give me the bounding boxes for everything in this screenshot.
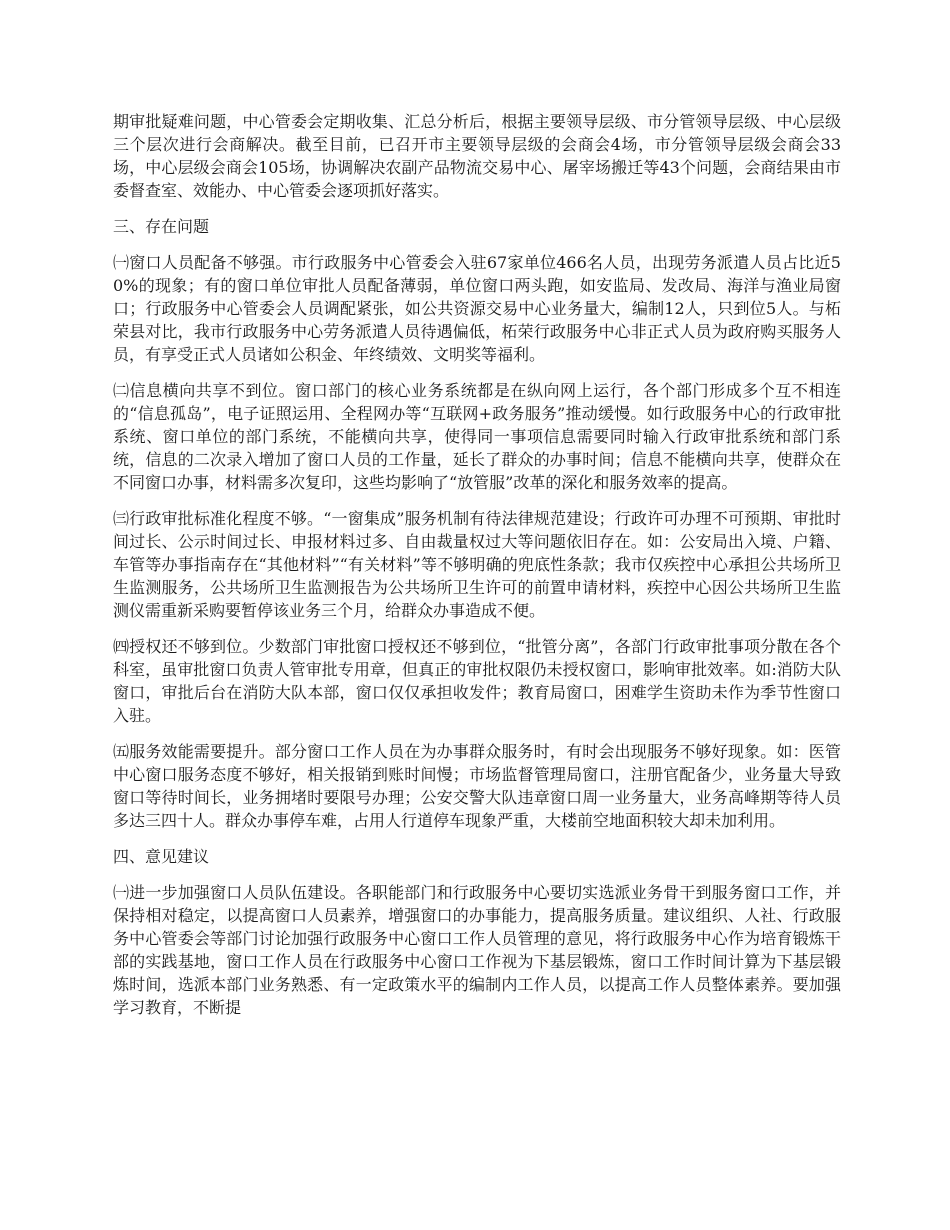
intro-paragraph: 期审批疑难问题，中心管委会定期收集、汇总分析后，根据主要领导层级、市分管领导层级、中心层级三个层次进行会商解决。截至目前，已召开市主要领导层级的会商会4场，市分管领导层级会商会33场，中心层级会商会105场，协调解决农副产品物流交易中心、屠宰场搬迁等43个问题，会商结果由市委督查室、效能办、中心管委会逐项抓好落实。 xyxy=(113,112,841,200)
problem-paragraph: ㈤服务效能需要提升。部分窗口工作人员在为办事群众服务时，有时会出现服务不够好现象。如：医管中心窗口服务态度不够好，相关报销到账时间慢；市场监督管理局窗口，注册官配备少，业务量大导致窗口等待时间长，业务拥堵时要限号办理；公安交警大队违章窗口周一业务量大，业务高峰期等待人员多达三四十人。群众办事停车难，占用人行道停车现象严重，大楼前空地面积较大却未加利用。 xyxy=(113,742,841,830)
problem-paragraph: ㈢行政审批标准化程度不够。“一窗集成”服务机制有待法律规范建设；行政许可办理不可预期、审批时间过长、公示时间过长、申报材料过多、自由裁量权过大等问题依旧存在。如：公安局出入境、户籍、车管等办事指南存在“其他材料”“有关材料”等不够明确的兜底性条款；我市仅疾控中心承担公共场所卫生监测服务，公共场所卫生监测报告为公共场所卫生许可的前置申请材料，疾控中心因公共场所卫生监测仪需重新采购要暂停该业务三个月，给群众办事造成不便。 xyxy=(113,509,841,620)
problem-paragraph: ㈡信息横向共享不到位。窗口部门的核心业务系统都是在纵向网上运行，各个部门形成多个互不相连的“信息孤岛”，电子证照运用、全程网办等“互联网+政务服务”推动缓慢。如行政服务中心的行政审批系统、窗口单位的部门系统，不能横向共享，使得同一事项信息需要同时输入行政审批系统和部门系统，信息的二次录入增加了窗口人员的工作量，延长了群众的办事时间；信息不能横向共享，使群众在不同窗口办事，材料需多次复印，这些均影响了“放管服”改革的深化和服务效率的提高。 xyxy=(113,381,841,492)
section-heading-problems: 三、存在问题 xyxy=(113,217,210,236)
problem-paragraph: ㈠窗口人员配备不够强。市行政服务中心管委会入驻67家单位466名人员，出现劳务派遣人员占比近50%的现象；有的窗口单位审批人员配备薄弱，单位窗口两头跑，如安监局、发改局、海洋与渔业局窗口；行政服务中心管委会人员调配紧张，如公共资源交易中心业务量大，编制12人，只到位5人。与柘荣县对比，我市行政服务中心劳务派遣人员待遇偏低，柘荣行政服务中心非正式人员为政府购买服务人员，有享受正式人员诸如公积金、年终绩效、文明奖等福利。 xyxy=(113,253,841,364)
document-page xyxy=(113,110,841,1032)
suggestion-paragraph: ㈠进一步加强窗口人员队伍建设。各职能部门和行政服务中心要切实选派业务骨干到服务窗口工作，并保持相对稳定，以提高窗口人员素养，增强窗口的办事能力，提高服务质量。建议组织、人社、行政服务中心管委会等部门讨论加强行政服务中心窗口工作人员管理的意见，将行政服务中心作为培育锻炼干部的实践基地，窗口工作人员在行政服务中心窗口工作视为下基层锻炼，窗口工作时间计算为下基层锻炼时间，选派本部门业务熟悉、有一定政策水平的编制内工作人员，以提高工作人员整体素养。要加强学习教育，不断提 xyxy=(113,883,841,1017)
section-heading-suggestions: 四、意见建议 xyxy=(113,847,210,866)
problem-paragraph: ㈣授权还不够到位。少数部门审批窗口授权还不够到位，“批管分离”，各部门行政审批事项分散在各个科室，虽审批窗口负责人管审批专用章，但真正的审批权限仍未授权窗口，影响审批效率。如:消防大队窗口，审批后台在消防大队本部，窗口仅仅承担收发件；教育局窗口，困难学生资助未作为季节性窗口入驻。 xyxy=(113,637,841,725)
